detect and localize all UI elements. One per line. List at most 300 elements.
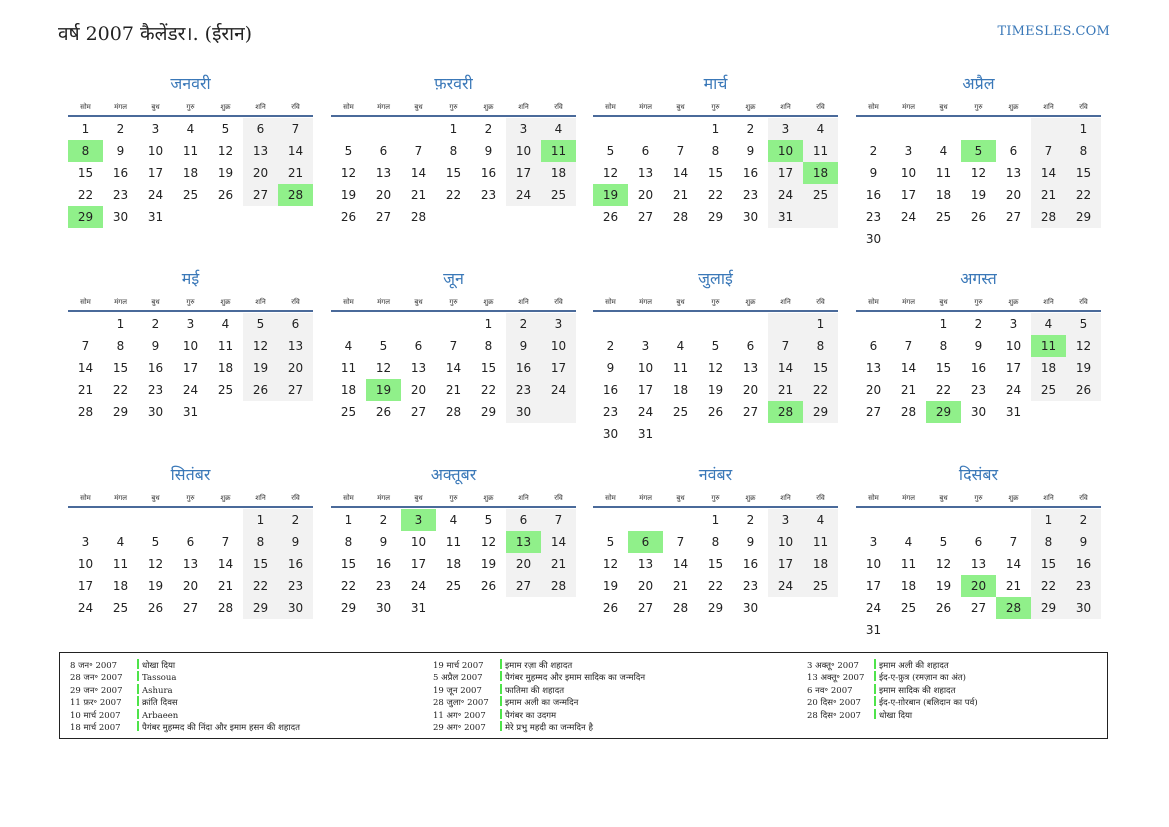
holiday-day: 10 (768, 140, 803, 162)
calendar-day: 27 (1005, 210, 1022, 224)
calendar-day: 2 (291, 513, 300, 527)
weekday-label: सोम (605, 494, 616, 502)
calendar-day: 28 (410, 210, 427, 224)
calendar-day: 10 (77, 557, 94, 571)
weekday-label: बुध (939, 298, 948, 306)
weekday-label: रवि (554, 298, 563, 306)
calendar-day: 16 (375, 557, 392, 571)
month-block (68, 464, 313, 619)
calendar-day: 22 (1075, 188, 1092, 202)
weekday-label: मंगल (639, 298, 652, 306)
calendar-day: 25 (340, 405, 357, 419)
holiday-day: 11 (541, 140, 576, 162)
weekday-label: मंगल (114, 298, 127, 306)
calendar-day: 14 (1005, 557, 1022, 571)
calendar-day: 3 (904, 144, 913, 158)
calendar-day: 8 (484, 339, 493, 353)
calendar-day: 9 (484, 144, 493, 158)
holiday-marker (500, 684, 502, 694)
weekday-label: गुरु (974, 298, 983, 306)
weekday-label: गुरु (186, 298, 195, 306)
calendar-day: 17 (900, 188, 917, 202)
calendar-day: 9 (379, 535, 388, 549)
note-text: क्रांति दिवस (142, 698, 178, 709)
calendar-day: 28 (672, 210, 689, 224)
month-block (593, 464, 838, 619)
weekday-label: मंगल (639, 494, 652, 502)
calendar-day: 27 (637, 601, 654, 615)
calendar-day: 10 (865, 557, 882, 571)
calendar-day: 13 (410, 361, 427, 375)
weekday-label: सोम (80, 298, 91, 306)
calendar-day: 21 (672, 188, 689, 202)
weekday-header (68, 99, 313, 115)
note-row (70, 659, 300, 671)
weekday-label: बुध (676, 103, 685, 111)
calendar-day: 14 (217, 557, 234, 571)
calendar-day: 15 (77, 166, 94, 180)
holiday-marker (874, 696, 876, 706)
calendar-day: 5 (151, 535, 160, 549)
day-grid (68, 313, 313, 423)
month-name: फ़रवरी (434, 74, 473, 93)
note-text: ईद-ए-ग़ोरबान (बलिदान का पर्व) (879, 698, 978, 709)
calendar-day: 31 (777, 210, 794, 224)
calendar-day: 30 (112, 210, 129, 224)
calendar-day: 29 (112, 405, 129, 419)
calendar-day: 2 (519, 317, 528, 331)
calendar-day: 26 (375, 405, 392, 419)
calendar-day: 12 (707, 361, 724, 375)
weekday-label: शनि (780, 494, 791, 502)
weekday-label: सोम (80, 103, 91, 111)
calendar-day: 30 (865, 232, 882, 246)
calendar-day: 7 (781, 339, 790, 353)
weekday-label: शनि (255, 103, 266, 111)
calendar-day: 14 (77, 361, 94, 375)
day-grid (593, 313, 838, 445)
holiday-day: 11 (1031, 335, 1066, 357)
calendar-day: 19 (1075, 361, 1092, 375)
calendar-day: 15 (480, 361, 497, 375)
calendar-day: 7 (676, 535, 685, 549)
weekday-label: सोम (343, 298, 354, 306)
holiday-marker (137, 721, 139, 731)
calendar-day: 26 (970, 210, 987, 224)
weekday-label: सोम (868, 298, 879, 306)
calendar-day: 10 (900, 166, 917, 180)
calendar-day: 16 (287, 557, 304, 571)
note-row (433, 671, 645, 683)
calendar-day: 2 (116, 122, 125, 136)
calendar-day: 13 (637, 166, 654, 180)
calendar-day: 24 (637, 405, 654, 419)
calendar-day: 30 (515, 405, 532, 419)
weekday-label: बुध (414, 298, 423, 306)
calendar-day: 4 (221, 317, 230, 331)
weekday-label: मंगल (114, 103, 127, 111)
calendar-day: 6 (519, 513, 528, 527)
holiday-day: 20 (961, 575, 996, 597)
calendar-day: 24 (182, 383, 199, 397)
calendar-day: 9 (519, 339, 528, 353)
note-text: Tassoua (142, 673, 177, 684)
calendar-day: 17 (182, 361, 199, 375)
header-rule (856, 506, 1101, 508)
calendar-day: 25 (900, 601, 917, 615)
calendar-day: 2 (1079, 513, 1088, 527)
weekday-label: मंगल (377, 494, 390, 502)
calendar-day: 1 (1044, 513, 1053, 527)
note-date: 11 अग॰ 2007 (433, 710, 486, 721)
header-rule (593, 115, 838, 117)
calendar-day: 29 (1075, 210, 1092, 224)
calendar-day: 9 (974, 339, 983, 353)
weekday-label: शनि (1043, 494, 1054, 502)
weekday-header (856, 99, 1101, 115)
calendar-day: 7 (554, 513, 563, 527)
calendar-day: 12 (252, 339, 269, 353)
calendar-day: 9 (746, 144, 755, 158)
calendar-day: 14 (672, 166, 689, 180)
holiday-marker (137, 696, 139, 706)
calendar-day: 11 (900, 557, 917, 571)
note-date: 18 मार्च 2007 (70, 722, 121, 733)
weekday-label: सोम (605, 298, 616, 306)
weekday-label: सोम (605, 103, 616, 111)
weekday-header (593, 294, 838, 310)
note-row (807, 684, 978, 696)
note-text: इमाम रज़ा की शहादत (505, 661, 573, 671)
calendar-day: 15 (340, 557, 357, 571)
day-grid (856, 313, 1101, 423)
calendar-day: 9 (869, 166, 878, 180)
calendar-day: 14 (672, 557, 689, 571)
calendar-day: 24 (410, 579, 427, 593)
note-date: 3 अक्तू॰ 2007 (807, 661, 859, 671)
calendar-day: 1 (81, 122, 90, 136)
calendar-day: 19 (252, 361, 269, 375)
calendar-day: 18 (1040, 361, 1057, 375)
header-rule (331, 506, 576, 508)
calendar-day: 31 (182, 405, 199, 419)
calendar-day: 4 (554, 122, 563, 136)
calendar-day: 24 (865, 601, 882, 615)
note-row (433, 659, 645, 671)
weekday-label: रवि (1079, 298, 1088, 306)
month-name: मई (181, 269, 200, 288)
calendar-day: 26 (707, 405, 724, 419)
header-rule (68, 310, 313, 312)
calendar-day: 27 (515, 579, 532, 593)
calendar-day: 18 (217, 361, 234, 375)
calendar-day: 10 (147, 144, 164, 158)
month-block (331, 464, 576, 619)
calendar-day: 20 (410, 383, 427, 397)
calendar-day: 8 (939, 339, 948, 353)
calendar-day: 4 (816, 513, 825, 527)
calendar-day: 31 (410, 601, 427, 615)
weekday-label: शुक्र (483, 494, 494, 502)
calendar-day: 27 (410, 405, 427, 419)
holiday-day: 18 (803, 162, 838, 184)
calendar-day: 5 (606, 535, 615, 549)
calendar-day: 21 (900, 383, 917, 397)
calendar-day: 15 (707, 166, 724, 180)
calendar-day: 22 (1040, 579, 1057, 593)
holiday-day: 28 (768, 401, 803, 423)
holiday-day: 28 (996, 597, 1031, 619)
calendar-day: 24 (900, 210, 917, 224)
calendar-day: 19 (480, 557, 497, 571)
weekday-label: बुध (151, 103, 160, 111)
weekday-label: मंगल (377, 298, 390, 306)
note-text: फातिमा की शहादत (505, 685, 565, 696)
calendar-day: 25 (812, 579, 829, 593)
header-rule (856, 310, 1101, 312)
weekday-label: शनि (255, 494, 266, 502)
calendar-day: 8 (1079, 144, 1088, 158)
calendar-day: 27 (637, 210, 654, 224)
calendar-day: 27 (182, 601, 199, 615)
weekday-label: रवि (291, 494, 300, 502)
weekday-header (593, 99, 838, 115)
day-grid (331, 509, 576, 619)
weekday-header (331, 490, 576, 506)
calendar-day: 29 (480, 405, 497, 419)
calendar-day: 29 (707, 601, 724, 615)
calendar-day: 21 (777, 383, 794, 397)
weekday-label: सोम (80, 494, 91, 502)
calendar-day: 24 (77, 601, 94, 615)
calendar-day: 12 (375, 361, 392, 375)
calendar-day: 20 (182, 579, 199, 593)
weekday-header (68, 294, 313, 310)
calendar-day: 16 (480, 166, 497, 180)
month-block (856, 73, 1101, 250)
calendar-day: 17 (777, 557, 794, 571)
day-grid (68, 118, 313, 228)
weekday-label: बुध (151, 298, 160, 306)
calendar-day: 11 (182, 144, 199, 158)
calendar-day: 25 (550, 188, 567, 202)
month-name: जुलाई (698, 269, 733, 288)
calendar-day: 8 (344, 535, 353, 549)
calendar-day: 7 (81, 339, 90, 353)
note-row (807, 696, 978, 708)
calendar-day: 7 (1009, 535, 1018, 549)
month-name: सितंबर (170, 465, 211, 484)
calendar-day: 30 (147, 405, 164, 419)
calendar-day: 1 (711, 122, 720, 136)
calendar-day: 3 (781, 513, 790, 527)
calendar-day: 26 (1075, 383, 1092, 397)
note-date: 28 जुला॰ 2007 (433, 698, 489, 709)
calendar-day: 28 (445, 405, 462, 419)
weekday-label: शुक्र (1008, 298, 1019, 306)
holiday-day: 8 (68, 140, 103, 162)
weekday-label: शुक्र (483, 298, 494, 306)
weekday-label: रवि (1079, 494, 1088, 502)
calendar-day: 23 (147, 383, 164, 397)
note-date: 28 दिस॰ 2007 (807, 710, 861, 721)
calendar-day: 18 (112, 579, 129, 593)
calendar-day: 21 (550, 557, 567, 571)
calendar-day: 20 (515, 557, 532, 571)
note-date: 28 जन॰ 2007 (70, 673, 123, 684)
weekday-label: शुक्र (745, 298, 756, 306)
weekday-label: शुक्र (745, 494, 756, 502)
calendar-day: 15 (252, 557, 269, 571)
holiday-day: 13 (506, 531, 541, 553)
day-grid (856, 118, 1101, 250)
calendar-day: 1 (816, 317, 825, 331)
calendar-day: 17 (147, 166, 164, 180)
calendar-day: 14 (777, 361, 794, 375)
calendar-day: 2 (746, 122, 755, 136)
weekday-label: सोम (343, 103, 354, 111)
calendar-day: 16 (112, 166, 129, 180)
calendar-day: 21 (410, 188, 427, 202)
calendar-day: 8 (256, 535, 265, 549)
holiday-marker (500, 659, 502, 669)
holiday-day: 5 (961, 140, 996, 162)
calendar-day: 24 (777, 579, 794, 593)
holiday-day: 28 (278, 184, 313, 206)
note-row (70, 709, 300, 721)
note-text: पैगंबर मुहम्मद और इमाम सादिक का जन्मदिन (505, 673, 646, 684)
calendar-day: 28 (672, 601, 689, 615)
calendar-day: 28 (217, 601, 234, 615)
calendar-day: 28 (77, 405, 94, 419)
note-text: इमाम अली का जन्मदिन (505, 698, 579, 709)
holiday-day: 29 (68, 206, 103, 228)
calendar-day: 2 (869, 144, 878, 158)
weekday-label: मंगल (902, 494, 915, 502)
calendar-day: 25 (182, 188, 199, 202)
calendar-day: 20 (287, 361, 304, 375)
month-block (331, 73, 576, 228)
calendar-day: 3 (641, 339, 650, 353)
weekday-label: शनि (1043, 298, 1054, 306)
calendar-day: 22 (812, 383, 829, 397)
calendar-day: 7 (676, 144, 685, 158)
month-name: अक्तूबर (430, 465, 477, 484)
weekday-label: शुक्र (220, 298, 231, 306)
calendar-day: 30 (1075, 601, 1092, 615)
calendar-day: 8 (449, 144, 458, 158)
calendar-day: 24 (515, 188, 532, 202)
header-rule (331, 310, 576, 312)
weekday-label: गुरु (974, 494, 983, 502)
calendar-day: 3 (1009, 317, 1018, 331)
month-block (856, 464, 1101, 641)
note-row (70, 696, 300, 708)
calendar-day: 12 (602, 557, 619, 571)
calendar-day: 20 (252, 166, 269, 180)
note-row (433, 709, 645, 721)
calendar-day: 6 (291, 317, 300, 331)
calendar-day: 18 (550, 166, 567, 180)
calendar-day: 25 (112, 601, 129, 615)
month-block (68, 268, 313, 423)
calendar-day: 1 (116, 317, 125, 331)
calendar-day: 15 (1040, 557, 1057, 571)
calendar-day: 30 (742, 601, 759, 615)
calendar-day: 20 (742, 383, 759, 397)
header-rule (331, 115, 576, 117)
calendar-day: 27 (742, 405, 759, 419)
holiday-day: 29 (926, 401, 961, 423)
calendar-day: 13 (182, 557, 199, 571)
day-grid (593, 509, 838, 619)
day-grid (68, 509, 313, 619)
weekday-header (856, 490, 1101, 506)
calendar-day: 5 (484, 513, 493, 527)
note-date: 10 मार्च 2007 (70, 710, 121, 721)
calendar-day: 6 (379, 144, 388, 158)
note-date: 19 जून 2007 (433, 685, 482, 696)
calendar-day: 22 (480, 383, 497, 397)
calendar-day: 23 (742, 579, 759, 593)
note-date: 20 दिस॰ 2007 (807, 698, 861, 709)
calendar-day: 15 (935, 361, 952, 375)
weekday-label: शनि (255, 298, 266, 306)
calendar-day: 15 (1075, 166, 1092, 180)
calendar-day: 24 (147, 188, 164, 202)
weekday-label: शनि (1043, 103, 1054, 111)
calendar-day: 13 (375, 166, 392, 180)
weekday-label: रवि (554, 494, 563, 502)
calendar-day: 22 (252, 579, 269, 593)
calendar-day: 6 (746, 339, 755, 353)
calendar-day: 20 (637, 188, 654, 202)
calendar-day: 8 (116, 339, 125, 353)
calendar-day: 31 (1005, 405, 1022, 419)
calendar-day: 29 (252, 601, 269, 615)
calendar-day: 24 (777, 188, 794, 202)
site-link[interactable]: TIMESLES.COM (997, 24, 1110, 39)
calendar-day: 4 (939, 144, 948, 158)
calendar-day: 24 (1005, 383, 1022, 397)
calendar-day: 7 (291, 122, 300, 136)
calendar-day: 4 (904, 535, 913, 549)
calendar-day: 18 (935, 188, 952, 202)
calendar-day: 1 (449, 122, 458, 136)
calendar-day: 8 (711, 535, 720, 549)
calendar-day: 29 (1040, 601, 1057, 615)
calendar-day: 5 (1079, 317, 1088, 331)
calendar-day: 23 (742, 188, 759, 202)
month-name: जून (443, 269, 464, 288)
calendar-day: 1 (344, 513, 353, 527)
holiday-marker (874, 659, 876, 669)
weekday-header (856, 294, 1101, 310)
weekday-label: मंगल (639, 103, 652, 111)
calendar-day: 17 (637, 383, 654, 397)
month-name: जनवरी (170, 74, 211, 93)
calendar-day: 10 (1005, 339, 1022, 353)
calendar-day: 26 (480, 579, 497, 593)
calendar-day: 10 (550, 339, 567, 353)
weekday-label: बुध (151, 494, 160, 502)
calendar-day: 3 (781, 122, 790, 136)
holiday-notes (59, 652, 1108, 739)
calendar-day: 3 (554, 317, 563, 331)
weekday-label: गुरु (449, 298, 458, 306)
calendar-day: 27 (970, 601, 987, 615)
calendar-day: 19 (217, 166, 234, 180)
